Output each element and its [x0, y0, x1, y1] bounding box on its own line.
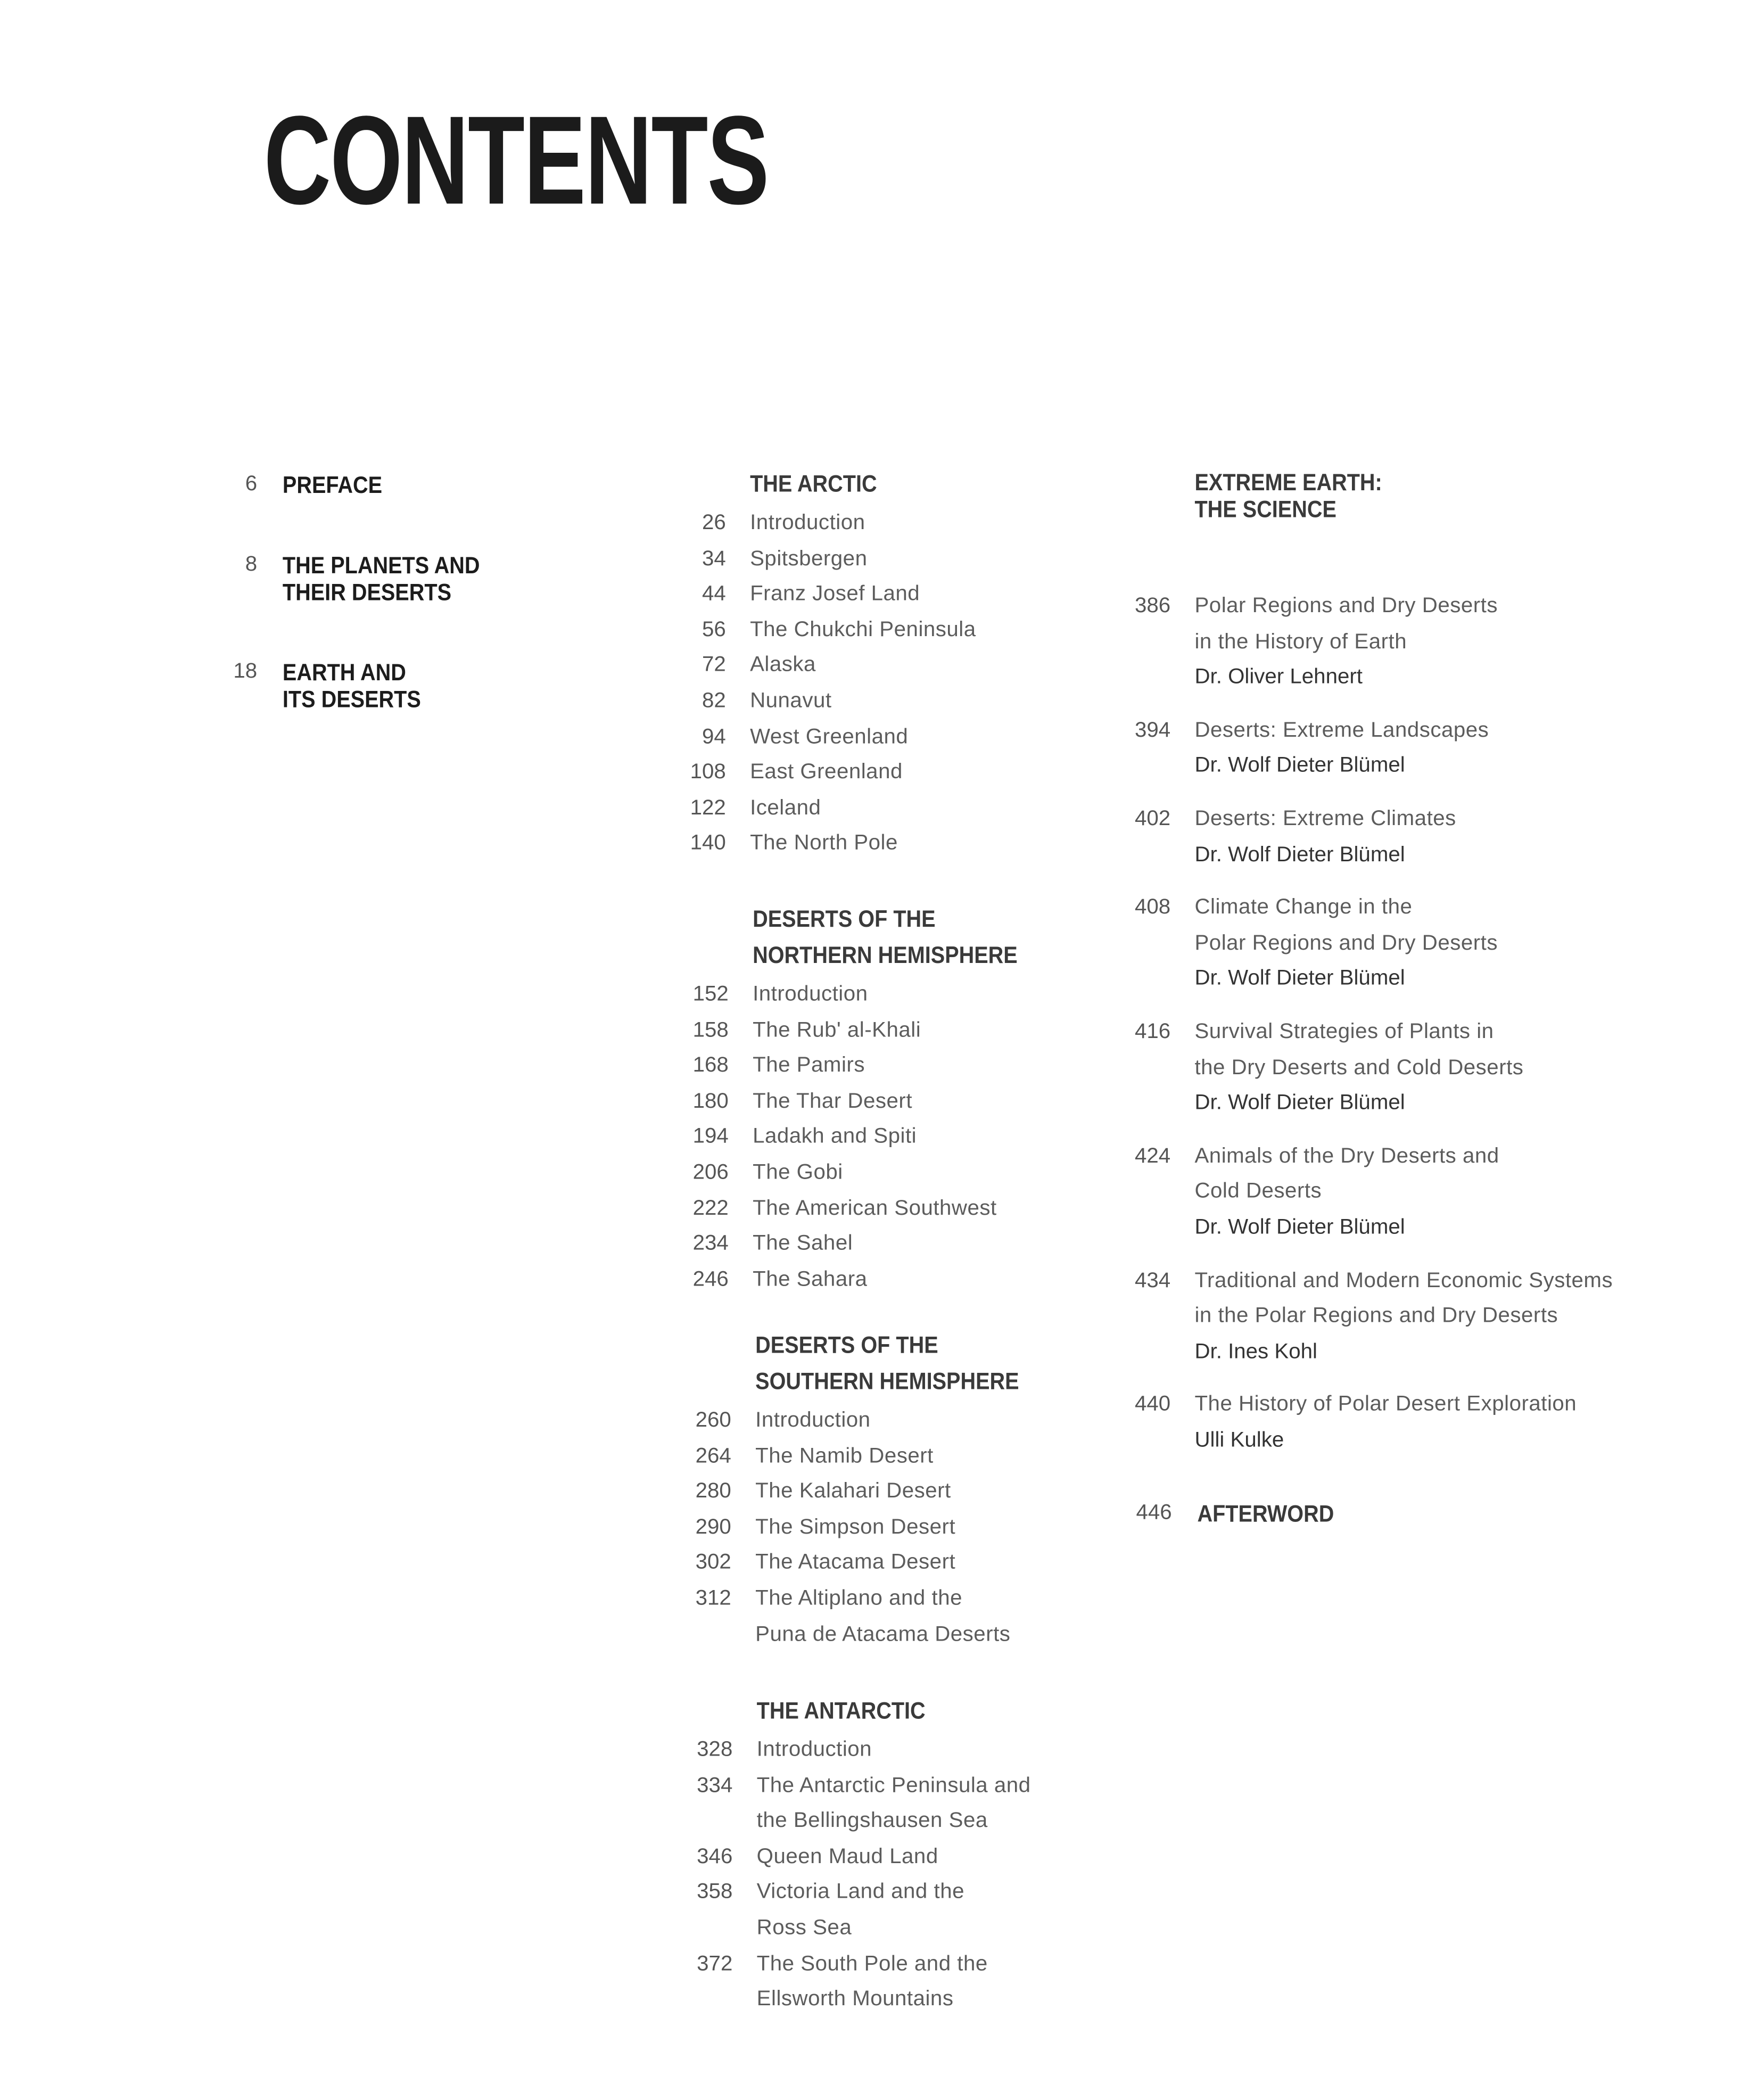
- page-number: 168: [692, 1054, 729, 1077]
- page-number: 44: [702, 583, 726, 606]
- entry-title: the Bellingshausen Sea: [756, 1809, 988, 1833]
- toc-entry[interactable]: [702, 578, 976, 613]
- section-heading: [1194, 469, 1613, 523]
- toc-entry[interactable]: [1134, 1264, 1613, 1371]
- toc-entry[interactable]: [692, 1014, 1047, 1049]
- entry-title: West Greenland: [750, 725, 909, 748]
- entry-title: The Thar Desert: [753, 1090, 913, 1113]
- entry-title: Traditional and Modern Economic Systems: [1194, 1269, 1613, 1292]
- toc-entry[interactable]: [692, 1049, 1047, 1085]
- toc-entry-afterword[interactable]: [1136, 1499, 1349, 1528]
- page-number: 358: [697, 1881, 733, 1904]
- section-heading: [750, 470, 976, 497]
- toc-entry[interactable]: [692, 978, 1047, 1014]
- page-number: 260: [695, 1409, 731, 1432]
- toc-entry[interactable]: [690, 791, 976, 827]
- page-number: 94: [702, 725, 726, 748]
- entry-title: the Dry Deserts and Cold Deserts: [1194, 1056, 1524, 1079]
- toc-entry[interactable]: [697, 1733, 1031, 1769]
- page-number: 408: [1134, 896, 1171, 919]
- toc-entry[interactable]: [690, 756, 976, 792]
- toc-entry[interactable]: [692, 1191, 1047, 1227]
- entry-title: EARTH AND: [282, 658, 406, 686]
- page-number: 416: [1134, 1020, 1171, 1043]
- entry-title: Nunavut: [750, 689, 832, 713]
- section-antarctic: [697, 1697, 1031, 2018]
- entry-title: THE PLANETS AND: [282, 551, 480, 579]
- toc-entry[interactable]: [692, 1085, 1047, 1121]
- page-number: 302: [695, 1551, 731, 1575]
- toc-entry[interactable]: [1134, 589, 1613, 696]
- entry-author: Dr. Wolf Dieter Blümel: [1194, 754, 1405, 778]
- toc-entry[interactable]: [245, 471, 502, 499]
- entry-title: The History of Polar Desert Exploration: [1194, 1393, 1577, 1417]
- section-heading-line: THE ARCTIC: [750, 470, 877, 497]
- page-number: 328: [697, 1739, 733, 1761]
- entry-title: Cold Deserts: [1194, 1180, 1322, 1204]
- section-heading-line: SOUTHERN HEMISPHERE: [755, 1368, 1019, 1395]
- page-number: 334: [697, 1774, 733, 1797]
- entry-author: Dr. Oliver Lehnert: [1194, 666, 1363, 689]
- entry-title: The Antarctic Peninsula and: [756, 1774, 1031, 1797]
- page-number: 280: [695, 1480, 731, 1503]
- page-number: 290: [695, 1516, 731, 1539]
- section-heading-line: THE ANTARCTIC: [756, 1697, 926, 1724]
- entry-title: Introduction: [755, 1409, 871, 1432]
- entry-title: PREFACE: [282, 471, 383, 499]
- page-number: 194: [692, 1125, 729, 1149]
- section-heading-line: THE SCIENCE: [1194, 495, 1336, 523]
- page-title: CONTENTS: [263, 89, 769, 230]
- entry-author: Dr. Ines Kohl: [1194, 1340, 1317, 1363]
- page-number: 180: [692, 1090, 729, 1113]
- entry-title: The South Pole and the: [756, 1952, 988, 1975]
- entry-title: The Chukchi Peninsula: [750, 618, 976, 641]
- entry-title: Introduction: [753, 983, 868, 1006]
- entry-title: Puna de Atacama Deserts: [755, 1623, 1011, 1646]
- page-number: 6: [245, 473, 258, 496]
- toc-entry[interactable]: [695, 1475, 1048, 1511]
- section-southern-hemisphere: [695, 1331, 1048, 1653]
- page-number: 386: [1134, 595, 1171, 617]
- entry-author: Dr. Wolf Dieter Blümel: [1194, 1216, 1405, 1239]
- toc-entry[interactable]: [695, 1546, 1048, 1582]
- entry-author: Dr. Wolf Dieter Blümel: [1194, 1092, 1405, 1115]
- toc-entry[interactable]: [702, 649, 976, 685]
- entry-title: Franz Josef Land: [750, 583, 920, 606]
- toc-entry[interactable]: [702, 685, 976, 720]
- section-heading: [753, 905, 1047, 968]
- page-number: 140: [690, 832, 726, 855]
- toc-entry[interactable]: [1134, 802, 1613, 874]
- toc-entry[interactable]: [690, 827, 976, 862]
- entry-title: The American Southwest: [753, 1197, 997, 1220]
- entry-title: The Gobi: [753, 1161, 843, 1184]
- entry-title: The Simpson Desert: [755, 1516, 956, 1539]
- entry-title: The Sahel: [753, 1232, 853, 1256]
- toc-entry[interactable]: [245, 551, 502, 606]
- section-northern-hemisphere: [692, 905, 1047, 1298]
- entry-title: The Pamirs: [753, 1054, 865, 1077]
- entry-title: ITS DESERTS: [282, 686, 421, 713]
- toc-entry[interactable]: [697, 1876, 1031, 1947]
- toc-entry[interactable]: [1134, 1140, 1613, 1247]
- entry-title: Introduction: [750, 512, 865, 534]
- entry-title: Polar Regions and Dry Deserts: [1194, 932, 1498, 955]
- entry-title: Ladakh and Spiti: [753, 1125, 917, 1149]
- page-number: 72: [702, 654, 726, 677]
- entry-title: The North Pole: [750, 832, 898, 855]
- entry-author: Ulli Kulke: [1194, 1429, 1284, 1452]
- section-heading-line: NORTHERN HEMISPHERE: [753, 941, 1018, 969]
- toc-entry[interactable]: [1134, 1015, 1613, 1122]
- entry-title: Deserts: Extreme Climates: [1194, 808, 1456, 830]
- front-matter-list: [233, 471, 502, 767]
- afterword-heading: AFTERWORD: [1197, 1500, 1334, 1527]
- page-number: 56: [702, 618, 726, 641]
- entry-title: in the History of Earth: [1194, 630, 1407, 653]
- section-heading-line: EXTREME EARTH:: [1194, 468, 1382, 496]
- toc-entry[interactable]: [692, 1227, 1047, 1263]
- page-number: 234: [692, 1232, 729, 1256]
- entry-title: Polar Regions and Dry Deserts: [1194, 595, 1498, 617]
- entry-title: Victoria Land and the: [756, 1881, 965, 1904]
- page-number: 246: [692, 1268, 729, 1291]
- page-number: 424: [1134, 1144, 1171, 1168]
- entry-title: Ross Sea: [756, 1916, 852, 1940]
- toc-entry[interactable]: [1134, 891, 1613, 998]
- toc-entry[interactable]: [233, 658, 502, 713]
- entry-title: in the Polar Regions and Dry Deserts: [1194, 1305, 1558, 1328]
- page-number: 34: [702, 547, 726, 570]
- entry-title: Survival Strategies of Plants in: [1194, 1020, 1494, 1043]
- toc-entry[interactable]: [695, 1439, 1048, 1475]
- entry-title: THEIR DESERTS: [282, 578, 452, 606]
- entry-title: Climate Change in the: [1194, 896, 1413, 919]
- section-heading-line: DESERTS OF THE: [755, 1331, 938, 1358]
- toc-entry[interactable]: [702, 613, 976, 649]
- page-number: 8: [245, 553, 258, 576]
- entry-title: Queen Maud Land: [756, 1845, 938, 1868]
- entry-title: Introduction: [756, 1739, 872, 1761]
- entry-title: Alaska: [750, 654, 816, 677]
- toc-entry[interactable]: [1134, 1388, 1613, 1459]
- page-number: 346: [697, 1845, 733, 1868]
- entry-title: The Atacama Desert: [755, 1551, 956, 1575]
- page-number: 122: [690, 796, 726, 820]
- toc-entry[interactable]: [702, 720, 976, 756]
- page-number: 402: [1134, 808, 1171, 830]
- page-number: 158: [692, 1018, 729, 1042]
- page-number: 222: [692, 1197, 729, 1220]
- page-number: 206: [692, 1161, 729, 1184]
- page-number: 82: [702, 689, 726, 713]
- page-number: 312: [695, 1587, 731, 1610]
- toc-entry[interactable]: [702, 506, 976, 542]
- toc-entry[interactable]: [697, 1769, 1031, 1840]
- entry-title: Deserts: Extreme Landscapes: [1194, 719, 1489, 742]
- toc-entry[interactable]: [692, 1263, 1047, 1298]
- section-heading: [755, 1331, 1048, 1394]
- page-number: 434: [1134, 1269, 1171, 1292]
- toc-entry[interactable]: [692, 1156, 1047, 1191]
- page-number: 264: [695, 1444, 731, 1468]
- page-number: 108: [690, 761, 726, 784]
- page-number: 152: [692, 983, 729, 1006]
- entry-title: Ellsworth Mountains: [756, 1988, 954, 2011]
- toc-entry[interactable]: [697, 1947, 1031, 2018]
- section-extreme-earth-science: [1134, 468, 1613, 1477]
- page-number: 18: [233, 660, 258, 683]
- entry-author: Dr. Wolf Dieter Blümel: [1194, 843, 1405, 866]
- toc-entry[interactable]: [1134, 714, 1613, 785]
- entry-title: Spitsbergen: [750, 547, 868, 570]
- section-arctic: [690, 470, 976, 862]
- page-number: 440: [1134, 1393, 1171, 1417]
- toc-entry[interactable]: [695, 1582, 1048, 1653]
- toc-entry[interactable]: [695, 1511, 1048, 1546]
- entry-author: Dr. Wolf Dieter Blümel: [1194, 967, 1405, 991]
- toc-entry[interactable]: [702, 542, 976, 578]
- section-heading: [757, 1697, 1031, 1724]
- page-number: 26: [702, 512, 726, 534]
- page-number: 372: [697, 1952, 733, 1975]
- entry-title: The Sahara: [753, 1268, 868, 1291]
- entry-title: The Namib Desert: [755, 1444, 934, 1468]
- entry-title: Iceland: [750, 796, 821, 820]
- toc-entry[interactable]: [697, 1840, 1031, 1876]
- entry-title: East Greenland: [750, 761, 903, 784]
- entry-title: The Rub' al-Khali: [753, 1018, 921, 1042]
- section-heading-line: DESERTS OF THE: [753, 905, 936, 933]
- page-number: 394: [1134, 719, 1171, 742]
- toc-entry[interactable]: [695, 1404, 1048, 1439]
- toc-entry[interactable]: [692, 1120, 1047, 1156]
- page-number: 446: [1136, 1501, 1172, 1525]
- entry-title: Animals of the Dry Deserts and: [1194, 1144, 1499, 1168]
- entry-title: The Kalahari Desert: [755, 1480, 951, 1503]
- entry-title: The Altiplano and the: [755, 1587, 963, 1610]
